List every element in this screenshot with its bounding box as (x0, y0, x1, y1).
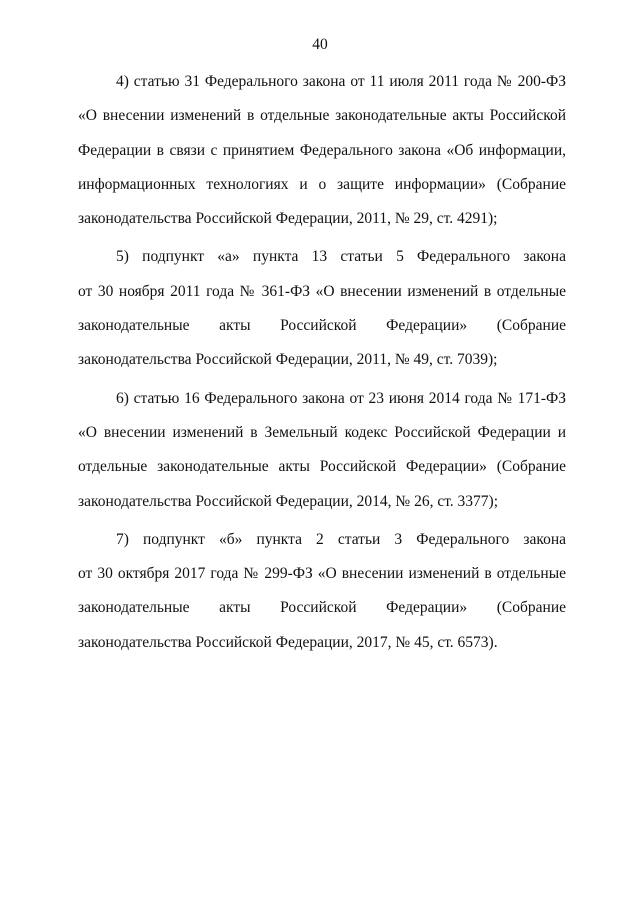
list-item (78, 65, 566, 236)
text-line: законодательства Российской Федерации, 2014, № 26, ст. 3377); (78, 492, 499, 510)
text-line: Федерации в связи с принятием Федерального закона «Об информации, (78, 141, 566, 159)
text-line: законодательства Российской Федерации, 2011, № 29, ст. 4291); (78, 210, 498, 228)
text-line: законодательные акты Российской Федерации» (Собрание (78, 317, 566, 335)
text-line: отдельные законодательные акты Российской Федерации» (Собрание (78, 458, 566, 476)
text-line: от 30 ноября 2011 года № 361-ФЗ «О внесении изменений в отдельные (78, 282, 566, 300)
list-item (78, 523, 566, 660)
text-line: законодательные акты Российской Федерации» (Собрание (78, 599, 566, 617)
text-line: «О внесении изменений в Земельный кодекс Российской Федерации и (78, 423, 566, 441)
page-number: 40 (312, 36, 328, 53)
text-line: информационных технологиях и о защите информации» (Собрание (78, 175, 566, 193)
text-line: 5) подпункт «а» пункта 13 статьи 5 Федерального закона (116, 248, 566, 266)
text-line: 6) статью 16 Федерального закона от 23 июня 2014 года № 171-ФЗ (116, 389, 566, 407)
text-line: 7) подпункт «б» пункта 2 статьи 3 Федерального закона (116, 530, 566, 548)
document-body (78, 65, 566, 664)
text-line: 4) статью 31 Федерального закона от 11 июля 2011 года № 200-ФЗ (116, 73, 566, 90)
list-item (78, 382, 566, 519)
list-item (78, 240, 566, 377)
text-line: «О внесении изменений в отдельные законодательные акты Российской (78, 107, 566, 125)
text-line: законодательства Российской Федерации, 2017, № 45, ст. 6573). (78, 633, 498, 651)
text-line: от 30 октября 2017 года № 299-ФЗ «О внесении изменений в отдельные (78, 565, 566, 583)
text-line: законодательства Российской Федерации, 2011, № 49, ст. 7039); (78, 351, 498, 369)
